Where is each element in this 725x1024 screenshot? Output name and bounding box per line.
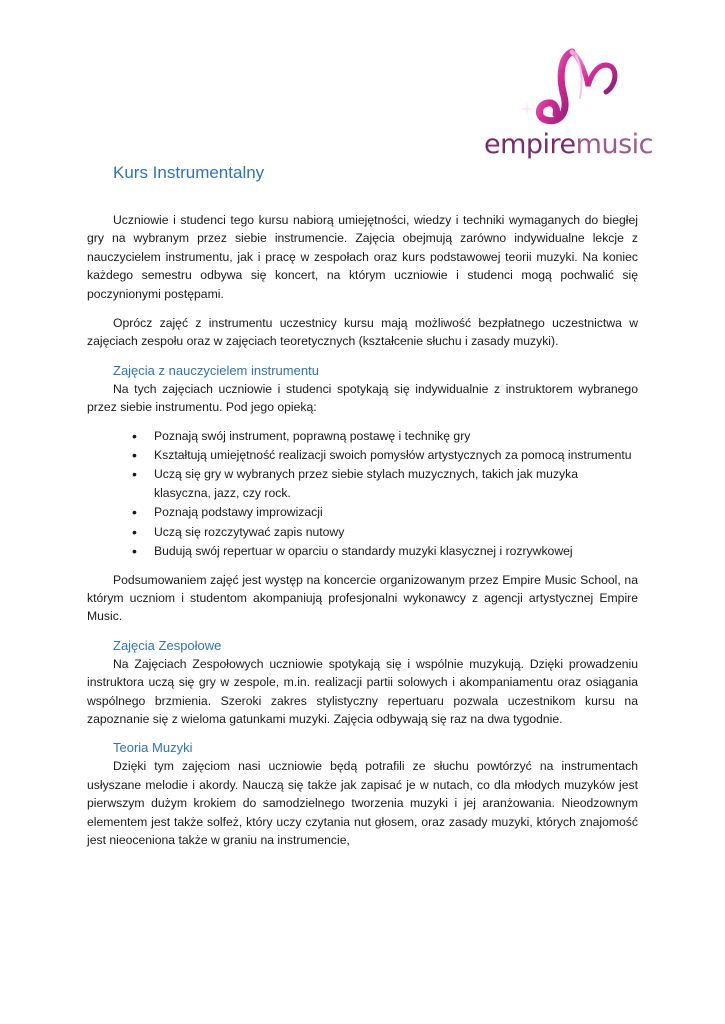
section-heading-theory: Teoria Muzyki [113,740,193,756]
document-body [87,211,638,860]
page-title: Kurs Instrumentalny [113,163,265,182]
logo-word-empire: empire [484,129,576,160]
bullet-item: • Kształtują umiejętność realizacji swoich pomysłów artystycznych za pomocą instrumentu [154,446,638,464]
bullet-item: • Uczą się rozczytywać zapis nutowy [154,523,638,541]
section-heading-ensemble: Zajęcia Zespołowe [113,637,222,653]
logo-word-music: music [575,129,653,160]
bullet-item: • Poznają swój instrument, poprawną postawę i technikę gry [154,427,638,445]
empire-music-logo [484,46,653,166]
section-heading-individual: Zajęcia z nauczycielem instrumentu [113,362,319,378]
bullet-item: • Budują swój repertuar w oparciu o standardy muzyki klasycznej i rozrywkowej [154,542,638,560]
bullet-item: • Poznają podstawy improwizacji [154,503,638,521]
intro-paragraph-2: Oprócz zajęć z instrumentu uczestnicy kursu mają możliwość bezpłatnego uczestnictwa w zajęciach zespołu oraz w zajęciach teoretycznych (kształcenie słuchu i zasady muzyki). [87,316,638,349]
logo-wordmark [484,128,653,162]
intro-paragraph-1: Uczniowie i studenci tego kursu nabiorą umiejętności, wiedzy i techniki wymaganych do biegłej gry na wybranym przez siebie instrumencie. Zajęcia obejmują zarówno indywidualne lekcje z nauczycielem instrumentu, jak i pracę w zespołach oraz kurs podstawowej teorii muzyki. Na koniec każdego semestru odbywa się koncert, na którym uczniowie i studenci mogą pochwalić się poczynionymi postępami. [87,213,638,301]
bullet-item: • Uczą się gry w wybranych przez siebie stylach muzycznych, takich jak muzyka klasyczna, jazz, czy rock. [154,465,638,502]
individual-bullet-list [87,427,638,561]
individual-summary-paragraph: Podsumowaniem zajęć jest występ na koncercie organizowanym przez Empire Music School, na którym uczniom i studentom akompaniują profesjonalni wykonawcy z agencji artystycznej Empire Music. [87,572,638,624]
ensemble-paragraph: Na Zajęciach Zespołowych uczniowie spotykają się i wspólnie muzykują. Dzięki prowadzeniu instruktora uczą się gry w zespole, m.in. realizacji partii solowych i akompaniamentu oraz osiągania wspólnego brzmienia. Szeroki zakres stylistyczny repertuaru pozwala uczestnikom kursu na zapoznanie się z wieloma gatunkami muzyki. Zajęcia odbywają się raz na dwa tygodnie. [87,656,638,726]
individual-lead-paragraph: Na tych zajęciach uczniowie i studenci spotykają się indywidualnie z instruktorem wybranego przez siebie instrumentu. Pod jego opieką: [87,381,638,415]
music-note-swirl-icon [484,46,644,136]
theory-paragraph: Dzięki tym zajęciom nasi uczniowie będą potrafili ze słuchu powtórzyć na instrumentach usłyszane melodie i akordy. Nauczą się także jak zapisać je w nutach, co dla młodych muzyków jest pierwszym dużym krokiem do samodzielnego tworzenia muzyki i jej aranżowania. Nieodzownym elementem jest także solfeż, który uczy czytania nut głosem, oraz zasady muzyki, których znajomość jest nieoceniona także w graniu na instrumencie, [87,759,638,847]
